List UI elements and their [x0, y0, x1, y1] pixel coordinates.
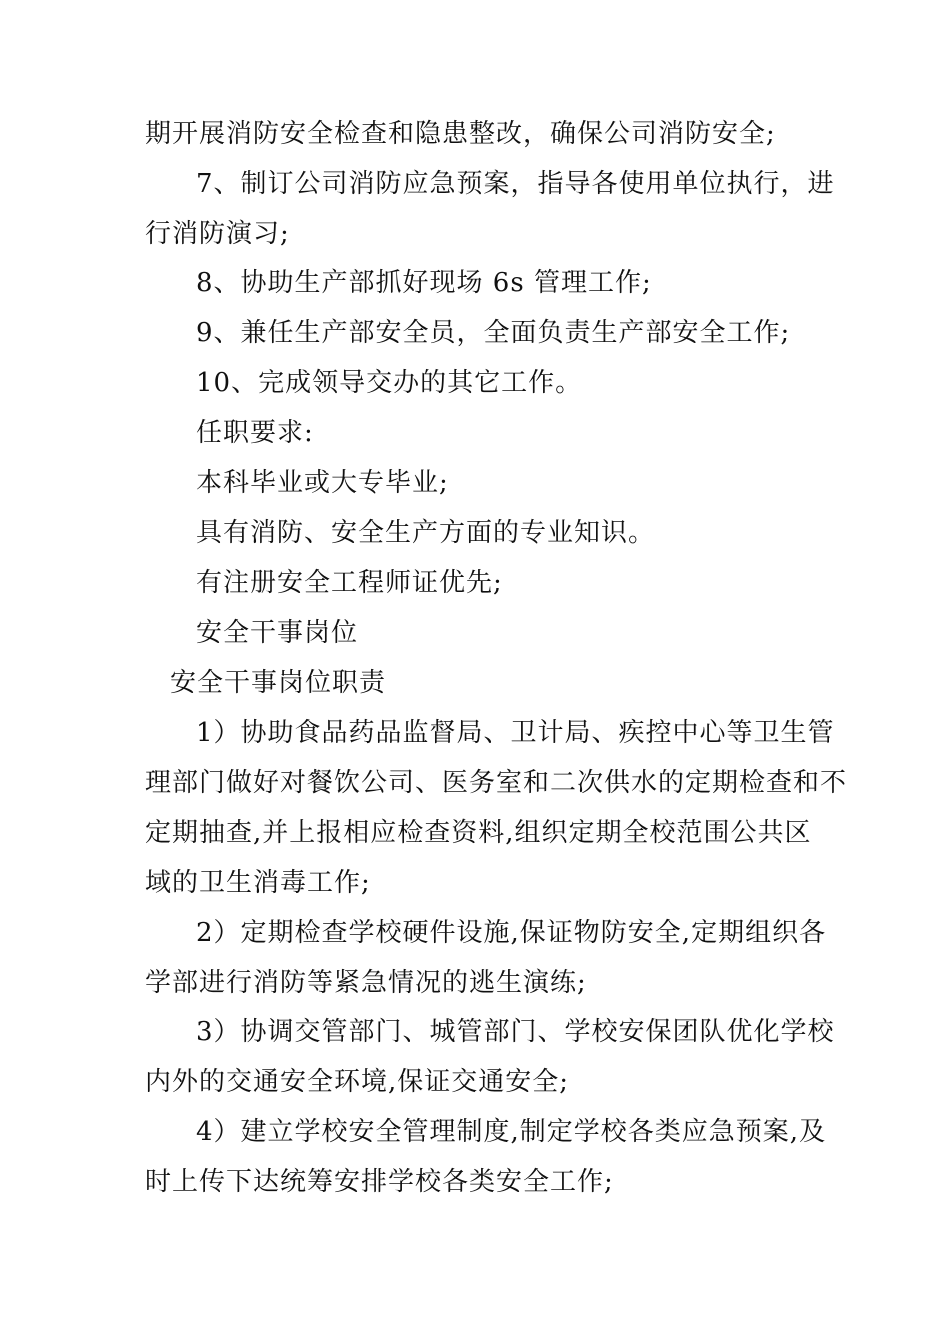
text-line: 理部门做好对餐饮公司、医务室和二次供水的定期检查和不 [145, 768, 848, 798]
text-line: 时上传下达统筹安排学校各类安全工作; [145, 1167, 614, 1197]
text-line: 本科毕业或大专毕业; [196, 468, 449, 498]
text-line: 任职要求: [196, 418, 314, 448]
text-line: 期开展消防安全检查和隐患整改，确保公司消防安全; [145, 119, 776, 149]
text-line: 3）协调交管部门、城管部门、学校安保团队优化学校 [196, 1017, 835, 1047]
text-line: 具有消防、安全生产方面的专业知识。 [196, 518, 656, 548]
text-line: 域的卫生消毒工作; [145, 868, 371, 898]
text-line: 10、完成领导交办的其它工作。 [196, 368, 583, 398]
section-heading: 安全干事岗位职责 [170, 668, 387, 698]
text-line: 2）定期检查学校硬件设施,保证物防安全,定期组织各 [196, 918, 827, 948]
text-line: 9、兼任生产部安全员，全面负责生产部安全工作; [196, 318, 791, 348]
text-line: 行消防演习; [145, 219, 290, 249]
section-title: 安全干事岗位 [196, 618, 359, 648]
text-line: 7、制订公司消防应急预案，指导各使用单位执行，进 [196, 169, 835, 199]
text-line: 定期抽查,并上报相应检查资料,组织定期全校范围公共区 [145, 818, 812, 848]
text-line: 8、协助生产部抓好现场 6s 管理工作; [196, 268, 652, 298]
text-line: 有注册安全工程师证优先; [196, 568, 503, 598]
text-line: 1）协助食品药品监督局、卫计局、疾控中心等卫生管 [196, 718, 835, 748]
text-line: 4）建立学校安全管理制度,制定学校各类应急预案,及 [196, 1117, 827, 1147]
text-line: 学部进行消防等紧急情况的逃生演练; [145, 968, 587, 998]
text-line: 内外的交通安全环境,保证交通安全; [145, 1067, 570, 1097]
